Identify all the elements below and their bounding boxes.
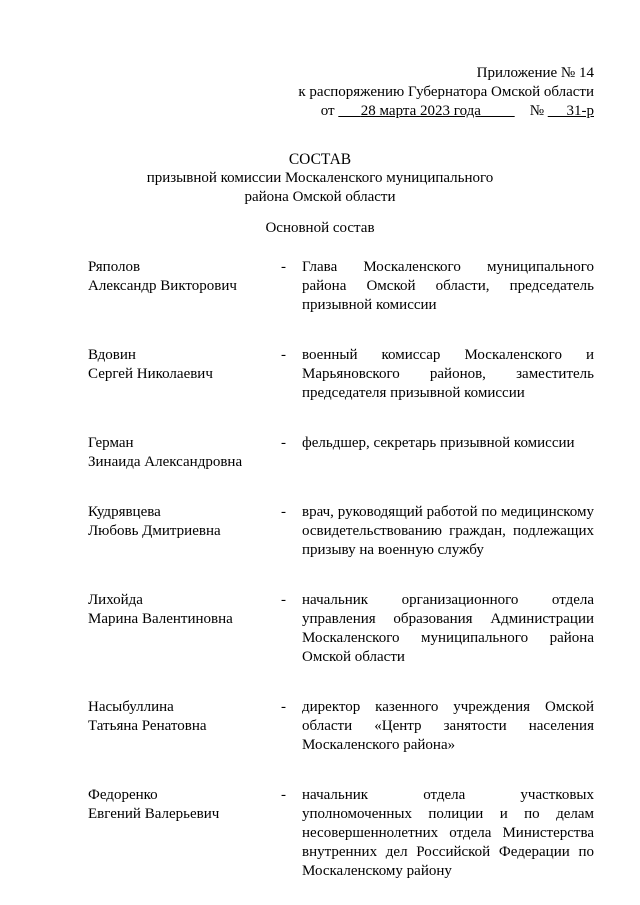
number-label: № xyxy=(529,103,544,119)
member-entry xyxy=(88,698,594,755)
document-title xyxy=(0,150,640,207)
member-entry xyxy=(88,503,594,560)
title-line-1: призывной комиссии Москаленского муниципального xyxy=(146,170,494,186)
member-dash: - xyxy=(281,259,286,275)
member-name: Ряполов Александр Викторович xyxy=(88,259,237,294)
member-entry xyxy=(88,786,594,881)
member-dash: - xyxy=(281,699,286,715)
appendix-number: Приложение № 14 xyxy=(476,65,594,81)
member-name: Кудрявцева Любовь Дмитриевна xyxy=(88,504,221,539)
member-entry xyxy=(88,591,594,667)
member-role: начальник отдела участковых уполномоченных полиции и по делам несовершеннолетних отдела Министерства внутренних дел Российской Федерации по Москаленскому району xyxy=(302,787,594,879)
title-heading: СОСТАВ xyxy=(288,151,352,168)
member-role: фельдшер, секретарь призывной комиссии xyxy=(302,435,575,451)
order-number: 31-р xyxy=(566,103,594,119)
member-dash: - xyxy=(281,435,286,451)
member-role: Глава Москаленского муниципального района Омской области, председатель призывной комиссии xyxy=(302,259,594,313)
member-name: Насыбуллина Татьяна Ренатовна xyxy=(88,699,207,734)
member-entry xyxy=(88,346,594,403)
member-list xyxy=(88,258,594,881)
member-name: Лихойда Марина Валентиновна xyxy=(88,592,233,627)
member-dash: - xyxy=(281,504,286,520)
order-reference: к распоряжению Губернатора Омской области xyxy=(298,84,594,100)
member-dash: - xyxy=(281,347,286,363)
member-name: Герман Зинаида Александровна xyxy=(88,435,243,470)
section-subtitle: Основной состав xyxy=(265,220,375,236)
member-entry xyxy=(88,258,594,315)
member-role: начальник организационного отдела управления образования Администрации Москаленского муниципального района Омской области xyxy=(302,592,594,665)
order-date: 28 марта 2023 года xyxy=(360,103,481,119)
appendix-header xyxy=(298,64,594,121)
order-date-line xyxy=(298,102,594,121)
member-entry xyxy=(88,434,594,472)
member-name: Вдовин Сергей Николаевич xyxy=(88,347,213,382)
member-name: Федоренко Евгений Валерьевич xyxy=(88,787,220,822)
member-role: врач, руководящий работой по медицинскому освидетельствованию граждан, подлежащих призыву на военную службу xyxy=(302,504,594,558)
member-role: директор казенного учреждения Омской области «Центр занятости населения Москаленского района» xyxy=(302,699,594,753)
title-line-2: района Омской области xyxy=(244,189,396,205)
from-label: от xyxy=(320,103,335,119)
member-role: военный комиссар Москаленского и Марьяновского районов, заместитель председателя призывной комиссии xyxy=(302,347,594,401)
member-dash: - xyxy=(281,787,286,803)
member-dash: - xyxy=(281,592,286,608)
